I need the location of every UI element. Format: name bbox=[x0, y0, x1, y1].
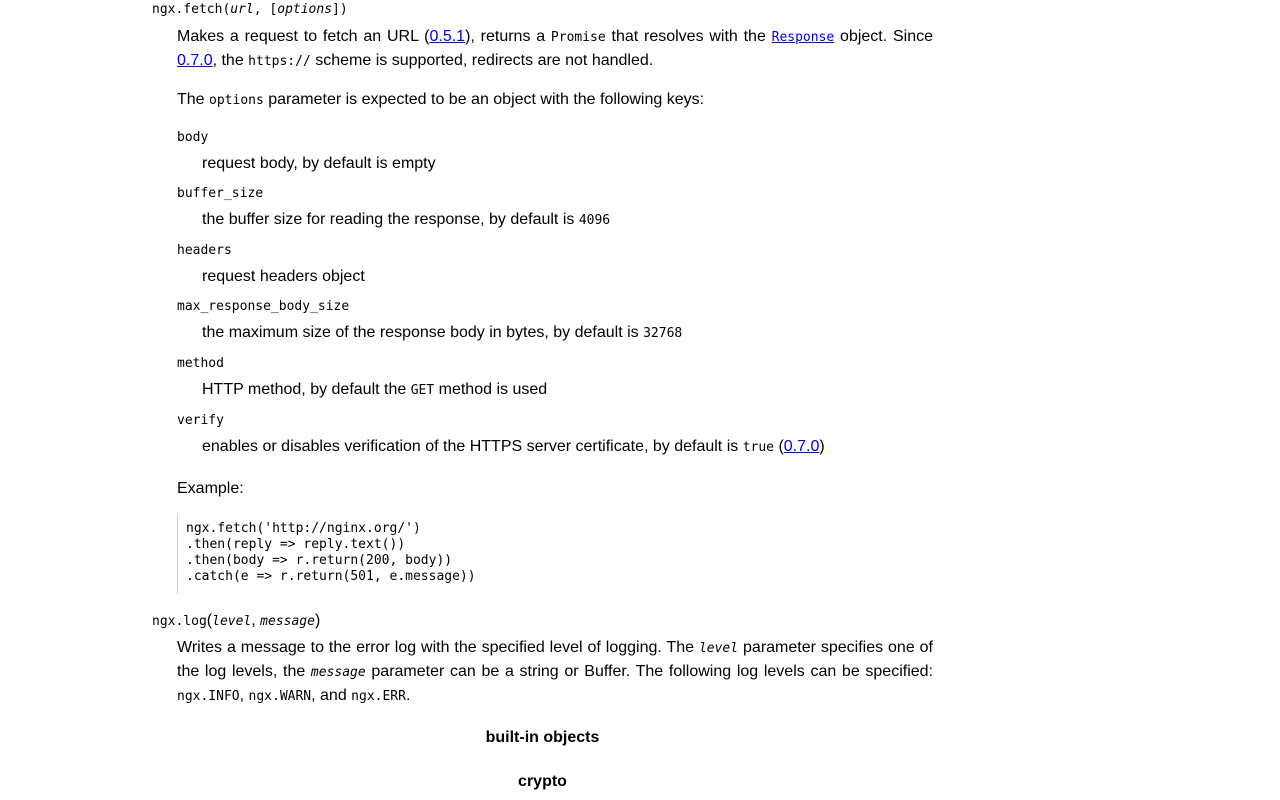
message-code: message bbox=[310, 665, 366, 680]
log-sig-sep: , bbox=[251, 612, 261, 629]
option-desc-text: method is used bbox=[434, 381, 548, 398]
example-code-block bbox=[177, 514, 577, 594]
option-key-method: method bbox=[177, 356, 224, 371]
option-key-headers: headers bbox=[177, 243, 232, 258]
fetch-desc-text: object. Since bbox=[834, 28, 933, 45]
option-key-buffer-size: buffer_size bbox=[177, 186, 264, 201]
paren-open: ( bbox=[774, 438, 784, 455]
option-key-verify: verify bbox=[177, 413, 224, 428]
fetch-desc-text: scheme is supported, redirects are not handled. bbox=[310, 52, 654, 69]
option-desc-text: HTTP method, by default the bbox=[202, 381, 411, 398]
option-desc-max-response-body-size bbox=[202, 324, 682, 342]
default-value-code: 4096 bbox=[578, 213, 611, 228]
option-desc-body bbox=[202, 155, 436, 173]
option-desc-text: request body, by default is empty bbox=[202, 155, 436, 172]
fetch-desc-text: ), returns a bbox=[465, 28, 551, 45]
response-link[interactable]: Response bbox=[771, 30, 835, 45]
log-desc-text: parameter can be a string or Buffer. The following log levels can be specified: bbox=[365, 663, 933, 680]
option-desc-headers bbox=[202, 268, 365, 286]
option-desc-text: the maximum size of the response body in bytes, by default is bbox=[202, 324, 644, 341]
log-arg-message: message bbox=[260, 614, 315, 629]
log-desc-line2 bbox=[177, 660, 933, 684]
log-name: ngx.log bbox=[152, 614, 207, 629]
paren-close: ) bbox=[819, 438, 825, 455]
log-desc-text: parameter specifies one of bbox=[738, 639, 934, 656]
log-level-warn: ngx.WARN bbox=[248, 689, 312, 704]
log-sig-open: ( bbox=[206, 612, 213, 629]
log-description bbox=[177, 636, 933, 708]
log-signature bbox=[152, 612, 320, 630]
log-level-err: ngx.ERR bbox=[351, 689, 406, 704]
level-code: level bbox=[698, 641, 739, 656]
promise-code: Promise bbox=[550, 30, 606, 45]
fetch-desc-line2 bbox=[177, 49, 933, 73]
options-intro-text: The bbox=[177, 91, 210, 108]
fetch-desc-line1 bbox=[177, 25, 933, 49]
example-label: Example: bbox=[177, 480, 244, 497]
version-link-051[interactable]: 0.5.1 bbox=[429, 28, 466, 45]
default-value-code: 32768 bbox=[643, 326, 683, 341]
log-desc-text: , bbox=[239, 687, 249, 704]
log-desc-text: . bbox=[405, 687, 411, 704]
options-intro-text: parameter is expected to be an object with the following keys: bbox=[263, 91, 705, 108]
fetch-arg-options: options bbox=[277, 2, 333, 17]
fetch-arg-url: url bbox=[230, 2, 254, 17]
log-desc-text: , and bbox=[311, 687, 352, 704]
option-desc-text: the buffer size for reading the response, by default is bbox=[202, 211, 579, 228]
options-intro bbox=[177, 88, 933, 112]
option-desc-buffer-size bbox=[202, 211, 610, 229]
log-desc-line1 bbox=[177, 636, 933, 660]
fetch-sig-sep: , [ bbox=[253, 2, 278, 17]
fetch-desc-text: , the bbox=[212, 52, 249, 69]
log-desc-text: the log levels, the bbox=[177, 663, 311, 680]
version-link-070-verify[interactable]: 0.7.0 bbox=[783, 438, 820, 455]
heading-crypto: crypto bbox=[518, 773, 567, 790]
log-sig-close: ) bbox=[314, 612, 321, 629]
log-level-info: ngx.INFO bbox=[177, 689, 240, 704]
options-code: options bbox=[209, 93, 264, 108]
fetch-name: ngx.fetch( bbox=[152, 2, 231, 17]
version-link-070[interactable]: 0.7.0 bbox=[177, 52, 213, 69]
default-value-code: GET bbox=[410, 383, 435, 398]
default-value-code: true bbox=[742, 440, 774, 455]
fetch-signature bbox=[152, 2, 348, 17]
example-code: ngx.fetch('http://nginx.org/') .then(reply => reply.text()) .then(body => r.return(200, body)) .catch(e => r.return(501, e.message)) bbox=[186, 521, 476, 584]
option-desc-text: enables or disables verification of the HTTPS server certificate, by default is bbox=[202, 438, 743, 455]
https-code: https:// bbox=[248, 54, 311, 69]
option-key-body: body bbox=[177, 130, 209, 145]
log-desc-line3 bbox=[177, 684, 933, 708]
fetch-desc-text: Makes a request to fetch an URL ( bbox=[177, 28, 430, 45]
option-desc-verify bbox=[202, 438, 825, 456]
fetch-description bbox=[177, 25, 933, 73]
log-desc-text: Writes a message to the error log with the specified level of logging. The bbox=[177, 639, 699, 656]
heading-builtin-objects: built-in objects bbox=[485, 729, 600, 746]
option-key-max-response-body-size: max_response_body_size bbox=[177, 299, 350, 314]
log-arg-level: level bbox=[212, 614, 252, 629]
fetch-desc-text: that resolves with the bbox=[605, 28, 772, 45]
option-desc-method bbox=[202, 381, 547, 399]
option-desc-text: request headers object bbox=[202, 268, 365, 285]
fetch-sig-close: ]) bbox=[332, 2, 348, 17]
